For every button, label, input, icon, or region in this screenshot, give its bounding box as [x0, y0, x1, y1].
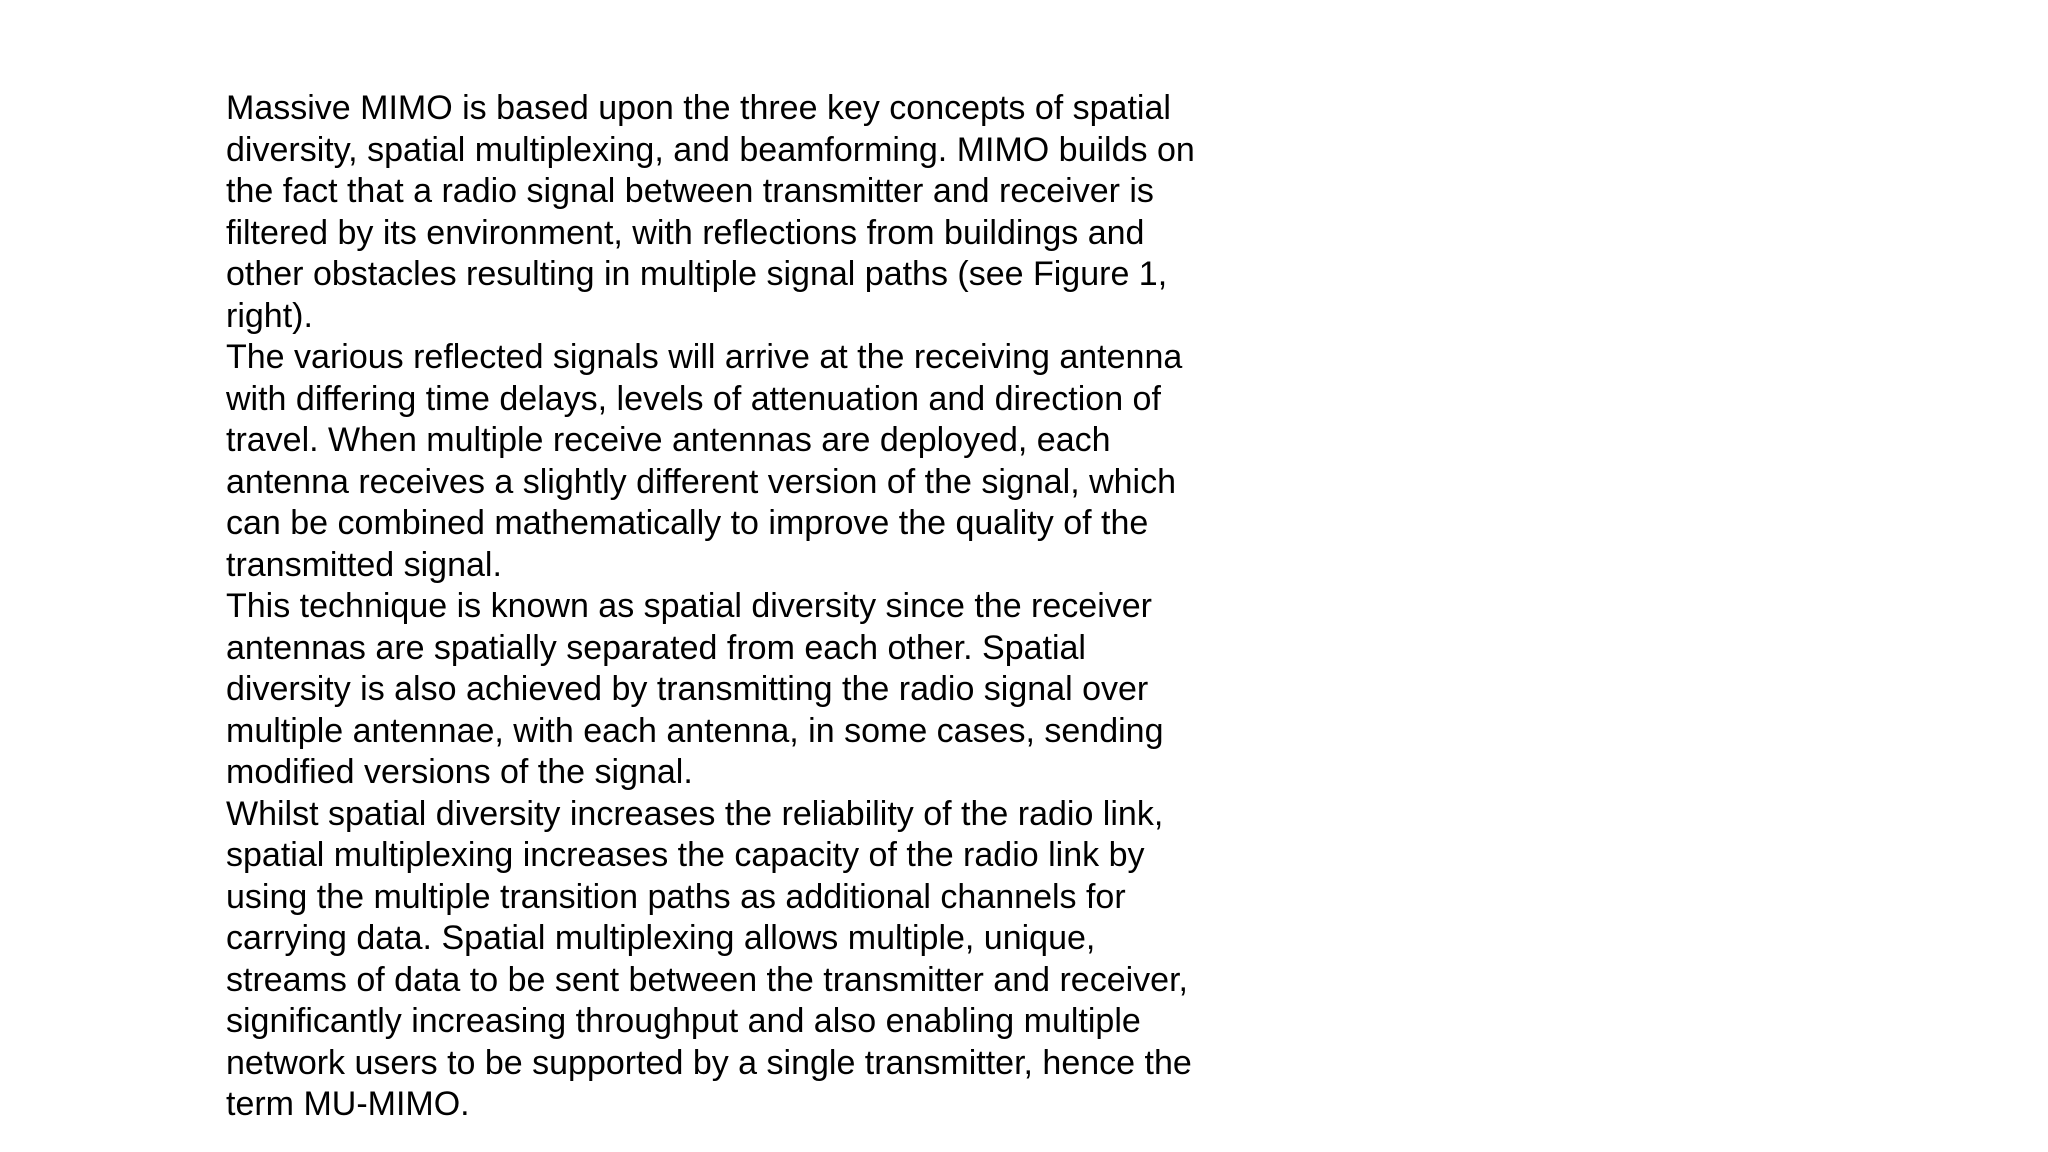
text-line: The various reflected signals will arrive at the receiving antenna	[226, 338, 1183, 376]
text-line: right).	[226, 296, 313, 335]
text-line: This technique is known as spatial diversity since the receiver	[226, 587, 1152, 625]
text-line: with differing time delays, levels of attenuation and direction of	[226, 379, 1161, 418]
text-line: diversity is also achieved by transmitting the radio signal over	[226, 670, 1149, 708]
body-text	[226, 88, 1226, 1126]
text-line: term MU-MIMO.	[226, 1085, 470, 1123]
text-line: travel. When multiple receive antennas are deployed, each	[226, 421, 1111, 459]
text-line: antenna receives a slightly different version of the signal, which	[226, 462, 1177, 501]
text-line: antennas are spatially separated from each other. Spatial	[226, 628, 1086, 667]
text-line: spatial multiplexing increases the capacity of the radio link by	[226, 836, 1145, 874]
text-line: Whilst spatial diversity increases the reliability of the radio link,	[226, 794, 1164, 833]
text-line: can be combined mathematically to improve the quality of the	[226, 504, 1149, 542]
text-line: Massive MIMO is based upon the three key concepts of spatial	[226, 89, 1171, 127]
text-line: transmitted signal.	[226, 545, 502, 584]
text-line: multiple antennae, with each antenna, in some cases, sending	[226, 711, 1164, 750]
text-line: network users to be supported by a single transmitter, hence the	[226, 1043, 1192, 1082]
text-line: other obstacles resulting in multiple signal paths (see Figure 1,	[226, 255, 1168, 293]
text-line: using the multiple transition paths as additional channels for	[226, 877, 1126, 916]
text-line: carrying data. Spatial multiplexing allows multiple, unique,	[226, 919, 1096, 957]
text-line: filtered by its environment, with reflections from buildings and	[226, 213, 1145, 252]
text-line: significantly increasing throughput and also enabling multiple	[226, 1002, 1141, 1040]
text-line: modified versions of the signal.	[226, 753, 693, 791]
text-line: streams of data to be sent between the transmitter and receiver,	[226, 960, 1188, 999]
text-line: diversity, spatial multiplexing, and beamforming. MIMO builds on	[226, 130, 1195, 169]
text-line: the fact that a radio signal between transmitter and receiver is	[226, 172, 1154, 210]
